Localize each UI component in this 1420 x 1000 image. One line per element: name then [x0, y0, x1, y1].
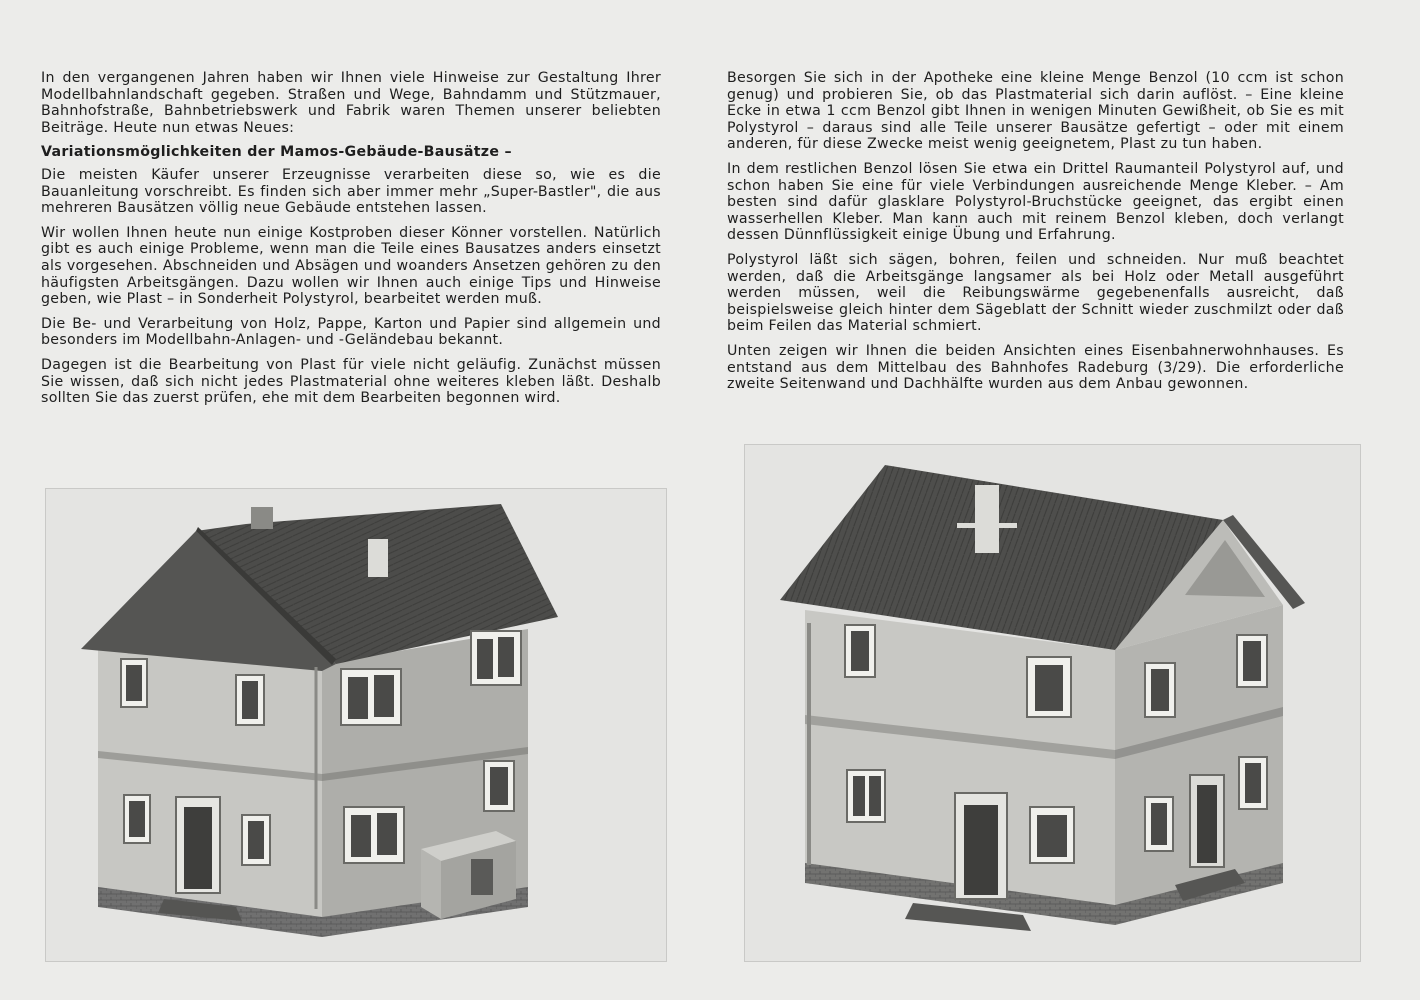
paragraph: In dem restlichen Benzol lösen Sie etwa ein Drittel Raumanteil Polystyrol auf, und schon haben Sie eine für viele Verbindungen ausreichende Menge Kleber. – Am besten sind dafür glasklare Polystyrol-Bruchstücke geeignet, das ergibt einen wasserhellen Kleber. Man kann auch mit reinem Benzol kleben, doch verlangt dessen Dünnflüssigkeit einige Übung und Erfahrung.: [727, 160, 1344, 244]
house-photo-right: [744, 444, 1361, 962]
paragraph: Besorgen Sie sich in der Apotheke eine kleine Menge Benzol (10 ccm ist schon genug) und probieren Sie, ob das Plastmaterial sich darin auflöst. – Eine kleine Ecke in etwa 1 ccm Benzol gibt Ihnen in wenigen Minuten Gewißheit, ob Sie es mit Polystyrol – daraus sind alle Teile unserer Bausätze gefertigt – oder mit einem anderen, für diese Zwecke meist wenig geeignetem, Plast zu tun haben.: [727, 70, 1344, 153]
intro-paragraph: In den vergangenen Jahren haben wir Ihnen viele Hinweise zur Gestaltung Ihrer Modellbahnlandschaft gegeben. Straßen und Wege, Bahndamm und Stützmauer, Bahnhofstraße, Bahnbetriebswerk und Fabrik waren Themen unserer beliebten Beiträge. Heute nun etwas Neues:: [41, 70, 661, 136]
paragraph: Die meisten Käufer unserer Erzeugnisse verarbeiten diese so, wie es die Bauanleitung vorschreibt. Es finden sich aber immer mehr „Super-Bastler", die aus mehreren Bausätzen völlig neue Gebäude entstehen lassen.: [41, 166, 661, 217]
right-text-column: [727, 70, 1344, 401]
left-text-column: [41, 70, 661, 415]
house-model-illustration-left: [46, 489, 666, 961]
house-photo-left: [45, 488, 667, 962]
house-model-illustration-right: [745, 445, 1360, 961]
section-heading: Variationsmöglichkeiten der Mamos-Gebäude-Bausätze –: [41, 144, 512, 161]
paragraph: Unten zeigen wir Ihnen die beiden Ansichten eines Eisenbahnerwohnhauses. Es entstand aus dem Mittelbau des Bahnhofes Radeburg (3/29). Die erforderliche zweite Seitenwand und Dachhälfte wurden aus dem Anbau gewonnen.: [727, 342, 1344, 393]
paragraph: Dagegen ist die Bearbeitung von Plast für viele nicht geläufig. Zunächst müssen Sie wissen, daß sich nicht jedes Plastmaterial ohne weiteres kleben läßt. Deshalb sollten Sie das zuerst prüfen, ehe mit dem Bearbeiten begonnen wird.: [41, 356, 661, 407]
paragraph: Polystyrol läßt sich sägen, bohren, feilen und schneiden. Nur muß beachtet werden, daß die Arbeitsgänge langsamer als bei Holz oder Metall ausgeführt werden müssen, weil die Reibungswärme gegebenenfalls ausreicht, daß beispielsweise gleich hinter dem Sägeblatt der Schnitt wieder zuschmilzt oder daß beim Feilen das Material schmiert.: [727, 251, 1344, 335]
paragraph: Wir wollen Ihnen heute nun einige Kostproben dieser Könner vorstellen. Natürlich gibt es auch einige Probleme, wenn man die Teile eines Bausatzes anders einsetzt als vorgesehen. Abschneiden und Absägen und woanders Ansetzen gehören zu den häufigsten Arbeitsgängen. Dazu wollen wir Ihnen auch einige Tips und Hinweise geben, wie Plast – in Sonderheit Polystyrol, bearbeitet werden muß.: [41, 224, 661, 308]
paragraph: Die Be- und Verarbeitung von Holz, Pappe, Karton und Papier sind allgemein und besonders im Modellbahn-Anlagen- und -Geländebau bekannt.: [41, 315, 661, 349]
